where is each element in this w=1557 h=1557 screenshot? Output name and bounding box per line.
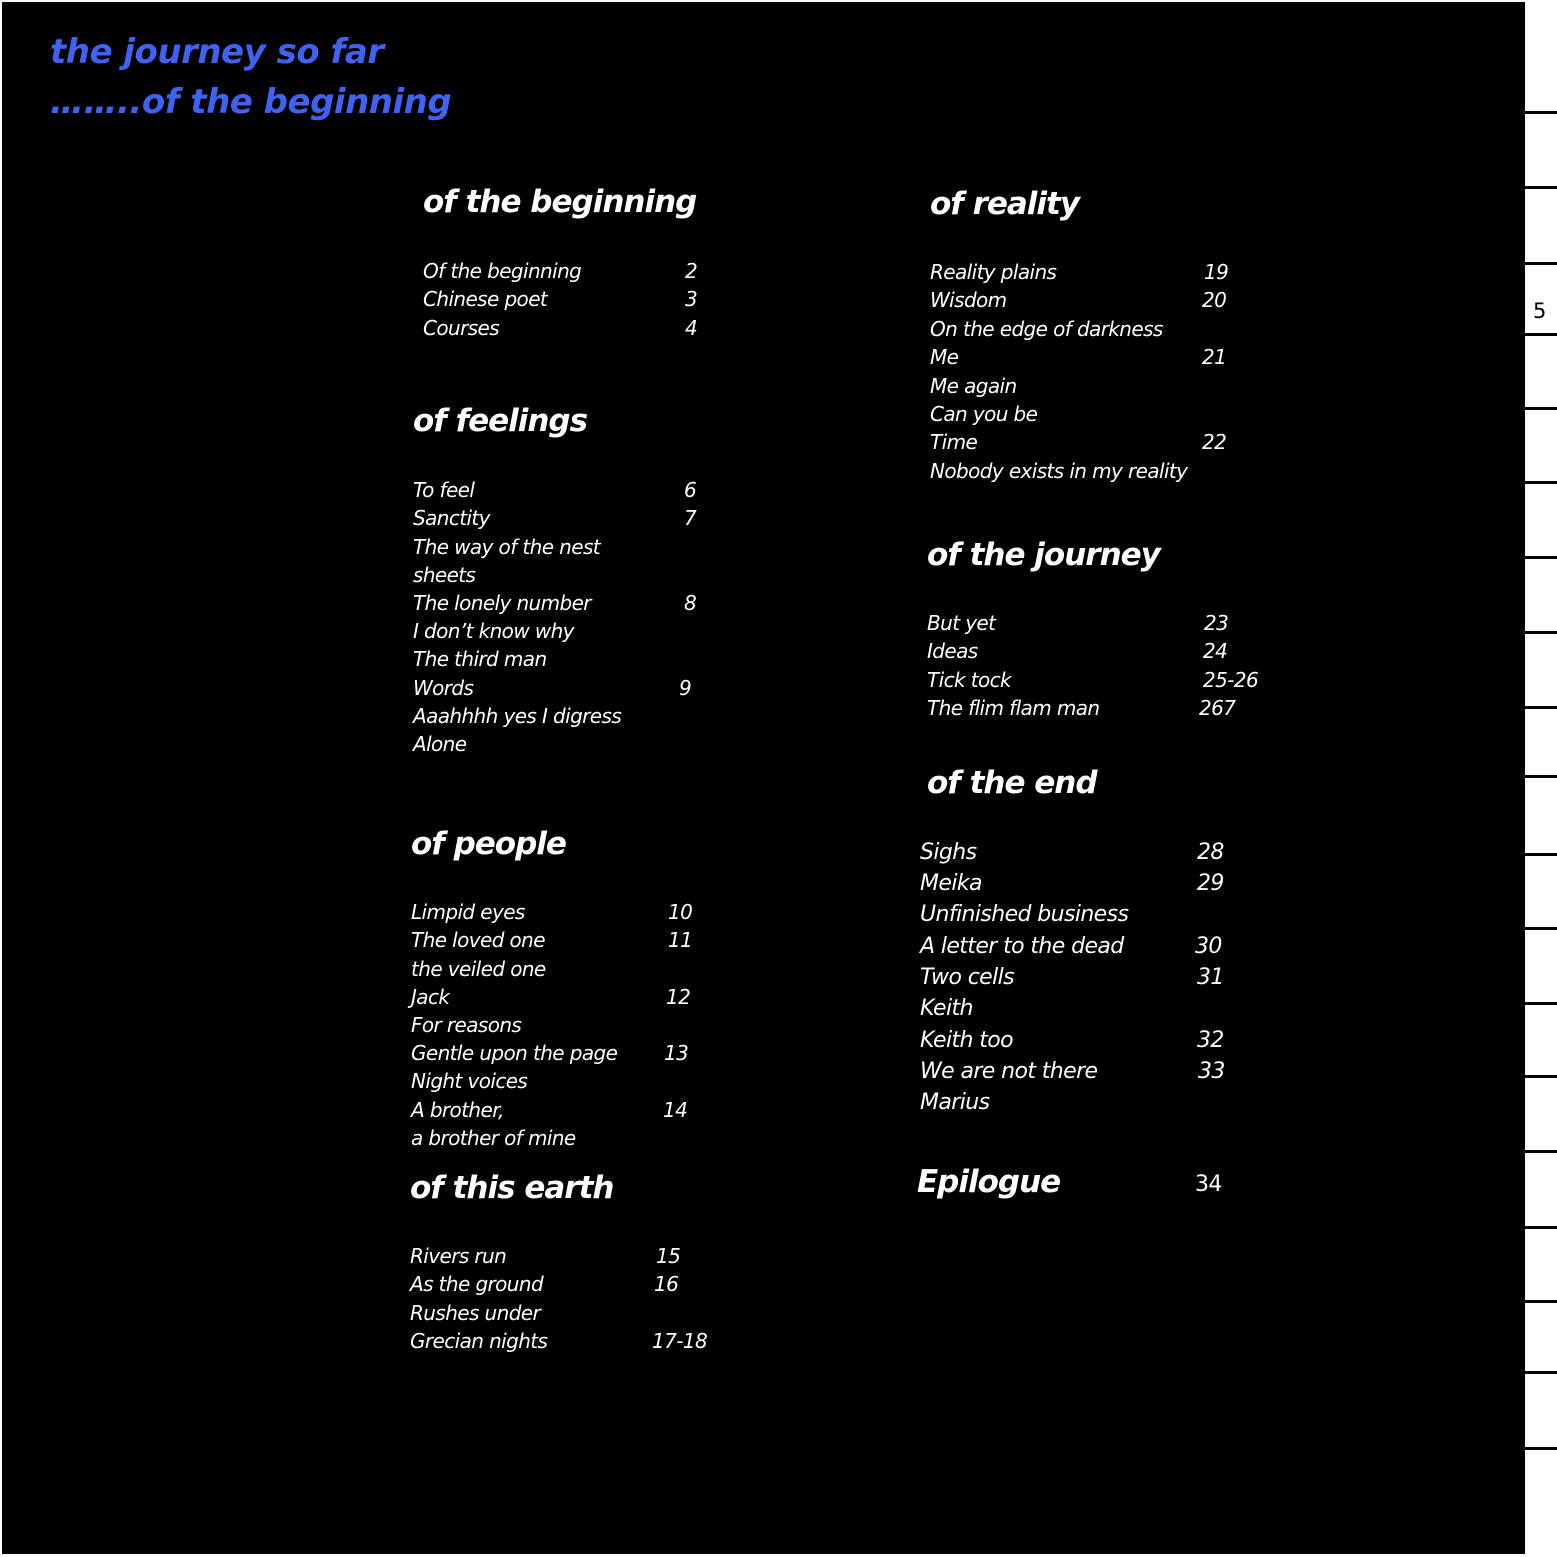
edge-tick-mark: [1525, 853, 1557, 856]
toc-entry-title: Time: [930, 430, 978, 454]
toc-entry-title: I don’t know why: [413, 619, 574, 643]
edge-tick-mark: [1525, 111, 1557, 114]
toc-entry-page: 19: [1204, 260, 1229, 284]
toc-entry-title: A letter to the dead: [920, 934, 1124, 959]
toc-entry-title: The flim flam man: [927, 696, 1100, 720]
edge-tick-mark: [1525, 927, 1557, 930]
toc-entry-title: For reasons: [411, 1013, 522, 1037]
toc-entry-title: Reality plains: [930, 260, 1057, 284]
toc-entry-title: Grecian nights: [410, 1329, 548, 1353]
section-heading-journey: of the journey: [927, 537, 1160, 573]
edge-tick-mark: [1525, 775, 1557, 778]
toc-entry-page: 9: [679, 676, 692, 700]
toc-entry-title: Rivers run: [410, 1244, 507, 1268]
toc-entry-title: To feel: [413, 478, 475, 502]
toc-entry-title: Limpid eyes: [411, 900, 525, 924]
toc-entry-page: 13: [664, 1041, 689, 1065]
toc-entry-title: Meika: [920, 871, 982, 896]
toc-entry-title: Marius: [920, 1090, 990, 1115]
toc-entry-title: But yet: [927, 611, 996, 635]
toc-entry-title: Keith: [920, 996, 973, 1021]
section-heading-people: of people: [411, 826, 566, 862]
toc-entry-page: 8: [684, 591, 697, 615]
toc-entry-page: 2: [685, 259, 698, 283]
toc-entry-title: Two cells: [920, 965, 1015, 990]
toc-entry-title: Tick tock: [927, 668, 1011, 692]
edge-tick-mark: [1525, 333, 1557, 336]
header-subtitle: ……..of the beginning: [50, 82, 452, 122]
toc-entry-title: Alone: [413, 732, 467, 756]
section-heading-epilogue: Epilogue: [917, 1164, 1061, 1200]
toc-entry-page: 10: [668, 900, 693, 924]
toc-entry-title: The third man: [413, 647, 547, 671]
section-heading-feelings: of feelings: [413, 403, 588, 439]
edge-tick-mark: [1525, 1002, 1557, 1005]
section-heading-beginning: of the beginning: [423, 184, 697, 220]
toc-entry-page: 22: [1202, 430, 1227, 454]
toc-entry-title: Gentle upon the page: [411, 1041, 618, 1065]
toc-entry-page: 23: [1204, 611, 1229, 635]
edge-tick-mark: [1525, 481, 1557, 484]
toc-entry-title: Courses: [423, 316, 500, 340]
toc-entry-title: Me: [930, 345, 959, 369]
page-edge-strip: [1525, 0, 1557, 1557]
toc-entry-title: Ideas: [927, 639, 978, 663]
toc-entry-title: A brother,: [411, 1098, 504, 1122]
toc-entry-title: The lonely number: [413, 591, 591, 615]
edge-tick-mark: [1525, 1447, 1557, 1450]
toc-entry-title: We are not there: [920, 1059, 1098, 1084]
toc-entry-title: a brother of mine: [411, 1126, 576, 1150]
toc-entry-title: the veiled one: [411, 957, 546, 981]
edge-tick-mark: [1525, 407, 1557, 410]
toc-entry-page: 21: [1202, 345, 1227, 369]
toc-entry-page: 6: [684, 478, 697, 502]
edge-tick-mark: [1525, 556, 1557, 559]
toc-entry-page: 12: [666, 985, 691, 1009]
toc-entry-title: The loved one: [411, 928, 545, 952]
toc-entry-page: 11: [668, 928, 693, 952]
section-heading-earth: of this earth: [410, 1170, 614, 1206]
toc-entry-page: 7: [684, 506, 697, 530]
toc-entry-page: 29: [1197, 871, 1224, 896]
toc-entry-page: 267: [1199, 696, 1236, 720]
toc-entry-title: Rushes under: [410, 1301, 541, 1325]
toc-entry-page: 3: [685, 287, 698, 311]
toc-entry-title: Can you be: [930, 402, 1038, 426]
toc-entry-title: Sighs: [920, 840, 977, 865]
page-number: 5: [1533, 299, 1547, 323]
toc-entry-title: Of the beginning: [423, 259, 582, 283]
section-heading-reality: of reality: [930, 186, 1080, 222]
section-heading-end: of the end: [927, 765, 1097, 801]
toc-entry-page: 28: [1197, 840, 1224, 865]
header-title: the journey so far: [50, 32, 384, 72]
toc-entry-title: Chinese poet: [423, 287, 548, 311]
toc-entry-title: Unfinished business: [920, 902, 1129, 927]
edge-tick-mark: [1525, 1300, 1557, 1303]
edge-tick-mark: [1525, 186, 1557, 189]
toc-entry-page: 25-26: [1203, 668, 1259, 692]
edge-tick-mark: [1525, 1150, 1557, 1153]
toc-entry-title: Me again: [930, 374, 1017, 398]
toc-entry-title: Nobody exists in my reality: [930, 459, 1188, 483]
edge-tick-mark: [1525, 631, 1557, 634]
toc-entry-title: Sanctity: [413, 506, 490, 530]
edge-tick-mark: [1525, 706, 1557, 709]
toc-entry-title: Words: [413, 676, 474, 700]
toc-entry-title: Wisdom: [930, 288, 1007, 312]
edge-tick-mark: [1525, 1075, 1557, 1078]
toc-entry-page: 14: [663, 1098, 688, 1122]
toc-entry-page: 30: [1195, 934, 1222, 959]
toc-entry-page: 4: [685, 316, 698, 340]
toc-entry-title: Keith too: [920, 1028, 1013, 1053]
toc-entry-page: 16: [654, 1272, 679, 1296]
toc-entry-page: 24: [1203, 639, 1228, 663]
edge-tick-mark: [1525, 1226, 1557, 1229]
toc-entry-page: 33: [1198, 1059, 1225, 1084]
edge-tick-mark: [1525, 262, 1557, 265]
toc-entry-page: 20: [1202, 288, 1227, 312]
toc-entry-page: 31: [1197, 965, 1224, 990]
toc-entry-page: 32: [1197, 1028, 1224, 1053]
toc-entry-title: As the ground: [410, 1272, 544, 1296]
toc-entry-page: 17-18: [652, 1329, 708, 1353]
toc-entry-title: On the edge of darkness: [930, 317, 1163, 341]
toc-entry-title: Aaahhhh yes I digress: [413, 704, 622, 728]
toc-entry-page: 15: [656, 1244, 681, 1268]
toc-entry-title: Night voices: [411, 1069, 528, 1093]
toc-entry-title: sheets: [413, 563, 476, 587]
edge-tick-mark: [1525, 1371, 1557, 1374]
toc-entry-title: Jack: [411, 985, 450, 1009]
toc-entry-title: The way of the nest: [413, 535, 601, 559]
toc-entry-page: 34: [1195, 1172, 1222, 1197]
toc-page: [2, 2, 1525, 1554]
